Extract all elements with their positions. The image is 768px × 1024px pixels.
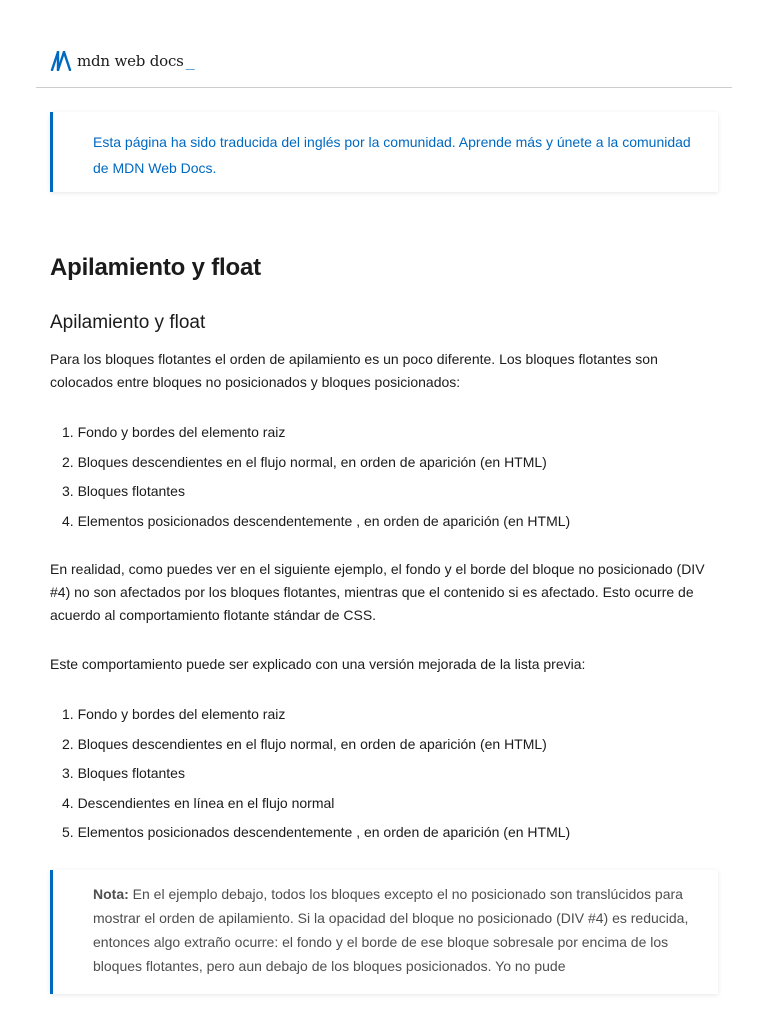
explanation-paragraph: En realidad, como puedes ver en el siguiente ejemplo, el fondo y el borde del bloque no posicionado (DIV #4) no son afectados por los bloques flotantes, mientras que el contenido si es afectado. Esto ocurre de acuerdo al comportamiento flotante stándar de CSS.	[50, 561, 705, 623]
list-item: 1. Fondo y bordes del elemento raiz	[62, 706, 286, 722]
list-item: 4. Elementos posicionados descendentemente , en orden de aparición (en HTML)	[62, 512, 571, 529]
translation-notice	[50, 112, 718, 192]
list-item: 1. Fondo y bordes del elemento raiz	[62, 424, 286, 440]
stacking-order-list	[50, 422, 720, 540]
list-item: 5. Elementos posicionados descendentemente , en orden de aparición (en HTML)	[62, 824, 571, 840]
note-body: En el ejemplo debajo, todos los bloques excepto el no posicionado son translúcidos para mostrar el orden de apilamiento. Si la opacidad del bloque no posicionado (DIV #4) es reducida, entonces algo extraño ocurre: el fondo y el borde de ese bloque sobresale por encima de los bloques flotantes, pero aun debajo de los bloques posicionados. Yo no pude	[93, 886, 689, 974]
improved-stacking-order-list	[50, 704, 720, 852]
mdn-logo-link[interactable]	[50, 50, 195, 72]
note-label: Nota:	[93, 886, 129, 902]
list-item: 2. Bloques descendientes en el flujo normal, en orden de aparición (en HTML)	[62, 735, 547, 752]
site-header	[36, 0, 732, 88]
note-text	[93, 882, 694, 978]
list-item: 2. Bloques descendientes en el flujo normal, en orden de aparición (en HTML)	[62, 453, 547, 470]
list-item: 3. Bloques flotantes	[62, 483, 185, 499]
translation-notice-link[interactable]: Esta página ha sido traducida del inglés por la comunidad. Aprende más y únete a la comunidad de MDN Web Docs.	[93, 134, 691, 176]
section-title: Apilamiento y float	[50, 312, 206, 333]
mdn-logo-icon	[50, 51, 72, 71]
page-title: Apilamiento y float	[50, 254, 261, 281]
intro-paragraph: Para los bloques flotantes el orden de apilamiento es un poco diferente. Los bloques flotantes son colocados entre bloques no posicionados y bloques posicionados:	[50, 351, 658, 390]
list-item: 3. Bloques flotantes	[62, 765, 185, 781]
improved-list-intro: Este comportamiento puede ser explicado con una versión mejorada de la lista previa:	[50, 656, 586, 672]
logo-cursor: _	[185, 52, 195, 70]
list-item: 4. Descendientes en línea en el flujo normal	[62, 794, 335, 811]
note-callout	[50, 870, 718, 994]
logo-text: mdn web docs	[77, 52, 184, 70]
